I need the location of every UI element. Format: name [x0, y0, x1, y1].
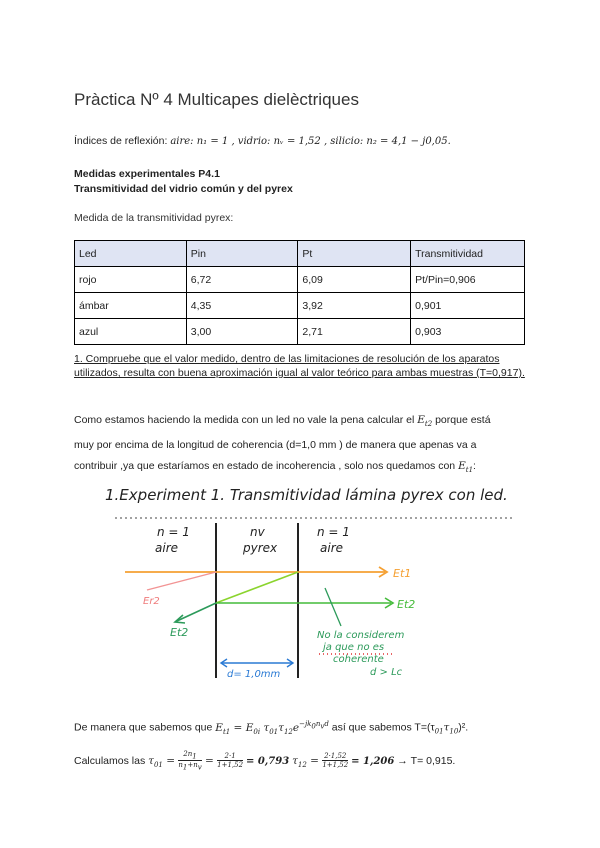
- sketch-label-left-n: n = 1: [157, 525, 190, 539]
- table-header: Led: [75, 241, 187, 267]
- formula-text: De manera que sabemos que: [74, 721, 216, 734]
- et2-symbol: $E_{t2}$: [417, 414, 433, 429]
- et1-symbol: $E_{t1}$: [458, 460, 474, 475]
- table-cell: 6,72: [186, 267, 298, 293]
- experiment-sketch: [95, 478, 535, 703]
- coherence-paragraph: [74, 410, 534, 481]
- measure-label: Medida de la transmitividad pyrex:: [74, 212, 234, 224]
- table-row: [75, 267, 525, 293]
- table-cell: 2,71: [298, 319, 411, 345]
- sketch-label-right-n: n = 1: [317, 525, 350, 539]
- transmittance-result: → T= 0,915.: [397, 754, 456, 767]
- sketch-title: 1.Experiment 1. Transmitividad lámina pyrex con led.: [105, 486, 508, 504]
- sketch-label-mid-medium: pyrex: [243, 541, 278, 555]
- table-header: Pt: [298, 241, 411, 267]
- page-title: Pràctica Nº 4 Multicapes dielèctriques: [74, 90, 359, 109]
- table-row: [75, 319, 525, 345]
- sketch-label-right-medium: aire: [320, 541, 344, 555]
- et2-right-label: Et2: [397, 598, 416, 611]
- note-pointer: [325, 588, 341, 626]
- table-cell: rojo: [75, 267, 187, 293]
- et2-left-label: Et2: [170, 626, 189, 639]
- indices-line: [74, 135, 451, 147]
- note-line: No la considerem: [317, 630, 405, 641]
- paragraph-line: contribuir ,ya que estaríamos en estado de incoherencia , solo nos quedamos con: [74, 460, 459, 473]
- table-row: [75, 293, 525, 319]
- table-cell: Pt/Pin=0,906: [411, 267, 525, 293]
- table-cell: 3,00: [186, 319, 298, 345]
- note-line: ja que no es: [323, 642, 385, 653]
- table-cell: 4,35: [186, 293, 298, 319]
- note-line: coherente: [333, 654, 384, 665]
- er2-label: Er2: [143, 596, 160, 607]
- paragraph-line: Como estamos haciendo la medida con un led no vale la pena calcular el: [74, 414, 418, 426]
- note-condition: d > Lc: [370, 667, 403, 678]
- thickness-label: d= 1,0mm: [227, 669, 281, 680]
- indices-formula: aire: n₁ = 1 , vidrio: nᵥ = 1,52 , silicio: n₂ = 4,1 − j0,05.: [170, 136, 451, 147]
- formula-text: )².: [458, 721, 469, 734]
- er2-ray: [147, 572, 216, 590]
- section-heading-2: Transmitividad del vidrio común y del pyrex: [74, 183, 293, 195]
- transmittance-table: [74, 240, 525, 345]
- sketch-label-left-medium: aire: [155, 541, 179, 555]
- tau-01-expression: $\tau_{01}$ = $\frac{2n_1}{n_1+n_v}$ = $\frac{2\cdot 1}{1+1,52}$: [148, 750, 244, 772]
- paragraph-line: porque está: [432, 414, 491, 426]
- formula-expression: $E_{t1} = E_{0i}$ $\tau_{01}\tau_{12}e^{-jk_0n_vd}$: [215, 720, 329, 736]
- table-cell: 0,903: [411, 319, 525, 345]
- table-header: Pin: [186, 241, 298, 267]
- et1-label: Et1: [393, 567, 412, 580]
- paragraph-line: muy por encima de la longitud de coherencia (d=1,0 mm ) de manera que apenas va a: [74, 439, 477, 452]
- question-text: 1. Compruebe que el valor medido, dentro de las limitaciones de resolución de los aparatos utilizados, resulta con buena aproximación igual al valor teórico para ambas muestras (T=0,917).: [74, 353, 525, 379]
- internal-ray: [216, 572, 298, 603]
- paragraph-line: :: [473, 460, 476, 473]
- table-cell: azul: [75, 319, 187, 345]
- formula-line-1: De manera que sabemos que $E_{t1} = E_{0i}$ $\tau_{01}\tau_{12}e^{-jk_0n_vd}$ así que sabemos $T=(\tau_{01}\tau_{10})^2$.: [74, 720, 469, 736]
- tau-12-expression: $\tau_{12}$ = $\frac{2\cdot 1,52}{1+1,52}$: [292, 752, 349, 770]
- tau-01-value: = 0,793: [245, 755, 290, 767]
- table-cell: 3,92: [298, 293, 411, 319]
- table-cell: 6,09: [298, 267, 411, 293]
- formula-text: Calculamos las: [74, 754, 149, 767]
- tau-12-value: = 1,206: [351, 755, 395, 767]
- table-cell: ámbar: [75, 293, 187, 319]
- table-header-row: [75, 241, 525, 267]
- table-header: Transmitividad: [411, 241, 525, 267]
- indices-label: Índices de reflexión:: [74, 135, 168, 147]
- section-heading-1: Medidas experimentales P4.1: [74, 168, 220, 180]
- et2-back-ray: [177, 603, 216, 621]
- table-cell: 0,901: [411, 293, 525, 319]
- sketch-label-mid-n: nv: [250, 525, 265, 539]
- formula-line-2: [74, 750, 455, 772]
- formula-text: así que sabemos T=(τ: [328, 721, 435, 734]
